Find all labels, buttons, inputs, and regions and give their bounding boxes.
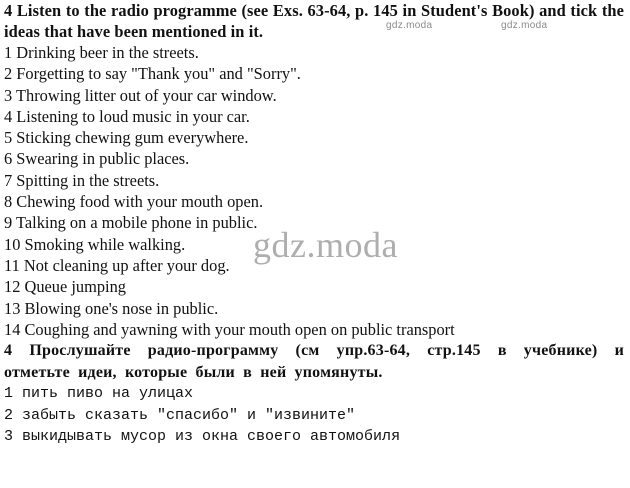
- list-item: 4 Listening to loud music in your car.: [4, 106, 250, 126]
- list-item: 8 Chewing food with your mouth open.: [4, 192, 264, 212]
- exercise-list-ru: [4, 383, 624, 448]
- list-item: 3 выкидывать мусор из окна своего автомобиля: [4, 428, 401, 446]
- list-item: 5 Sticking chewing gum everywhere.: [4, 128, 249, 148]
- list-item: 1 пить пиво на улицах: [4, 385, 194, 403]
- document-body: [4, 0, 624, 448]
- list-item: 10 Smoking while walking.: [4, 234, 186, 254]
- list-item: 6 Swearing in public places.: [4, 149, 190, 169]
- list-item: 1 Drinking beer in the streets.: [4, 43, 199, 62]
- list-item: 11 Not cleaning up after your dog.: [4, 255, 230, 275]
- watermark-large: gdz.moda: [253, 225, 398, 265]
- list-item: 9 Talking on a mobile phone in public.: [4, 213, 258, 233]
- exercise-heading-ru: 4 Прослушайте радио-программу (см упр.63-64, стр.145 в учебнике) и отметьте идеи, которые были в ней упомянуты.: [4, 342, 624, 381]
- list-item: 3 Throwing litter out of your car window.: [4, 85, 277, 105]
- watermark-small: gdz.moda: [501, 20, 548, 31]
- list-item: 12 Queue jumping: [4, 277, 127, 297]
- list-item: 2 Forgetting to say "Thank you" and "Sorry".: [4, 64, 301, 84]
- exercise-heading-en: 4 Listen to the radio programme (see Exs. 63-64, p. 145 in Student's Book) and tick the ideas that have been mentioned in it.: [4, 1, 624, 41]
- list-item: 7 Spitting in the streets.: [4, 170, 160, 190]
- list-item: 14 Coughing and yawning with your mouth open on public transport: [4, 319, 455, 339]
- list-item: 13 Blowing one's nose in public.: [4, 298, 219, 318]
- exercise-list-en: [4, 42, 624, 340]
- list-item: 2 забыть сказать "спасибо" и "извините": [4, 406, 356, 424]
- watermark-small: gdz.moda: [386, 20, 433, 31]
